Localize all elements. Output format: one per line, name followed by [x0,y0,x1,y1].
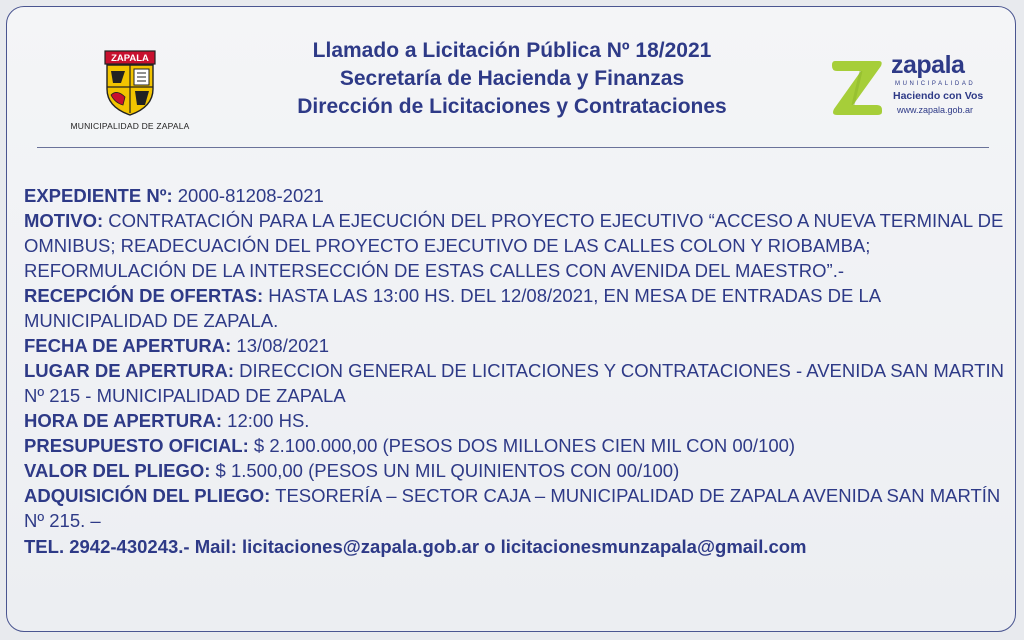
field-motivo [24,208,1004,283]
notice-body [24,183,1004,559]
field-label: EXPEDIENTE Nº: [24,185,173,206]
brand-subtitle: MUNICIPALIDAD [895,81,976,87]
field-hora-apertura [24,408,1004,433]
coat-of-arms-icon [103,49,157,117]
contact-line: TEL. 2942-430243.- Mail: licitaciones@zapala.gob.ar o licitacionesmunzapala@gmail.com [24,536,807,557]
title-line-3: Dirección de Licitaciones y Contrataciones [297,95,727,118]
field-value: 12:00 HS. [227,410,310,431]
field-value: CONTRATACIÓN PARA LA EJECUCIÓN DEL PROYECTO EJECUTIVO “ACCESO A NUEVA TERMINAL DE OMNIBUS; READECUACIÓN DEL PROYECTO EJECUTIVO DE LAS CALLES COLON Y RIOBAMBA; REFORMULACIÓN DE LA INTERSECCIÓN DE ESTAS CALLES CON AVENIDA DEL MAESTRO”.- [24,210,1004,281]
field-recepcion [24,283,1004,333]
field-label: RECEPCIÓN DE OFERTAS: [24,285,264,306]
zapala-brand-logo [829,51,999,125]
title-block [227,37,797,121]
field-lugar-apertura [24,358,1004,408]
field-fecha-apertura [24,333,1004,358]
field-label: FECHA DE APERTURA: [24,335,232,356]
title-line-2: Secretaría de Hacienda y Finanzas [339,67,685,90]
notice-card [6,6,1016,632]
field-value: DIRECCION GENERAL DE LICITACIONES Y CONTRATACIONES - AVENIDA SAN MARTIN Nº 215 - MUNICIPALIDAD DE ZAPALA [24,360,1004,406]
field-label: LUGAR DE APERTURA: [24,360,235,381]
field-label: HORA DE APERTURA: [24,410,223,431]
left-logo-caption: MUNICIPALIDAD DE ZAPALA [70,121,190,131]
field-expediente [24,183,1004,208]
field-label: VALOR DEL PLIEGO: [24,460,211,481]
field-value: 13/08/2021 [236,335,330,356]
field-valor-pliego [24,458,1004,483]
brand-slogan: Haciendo con Vos [893,90,984,102]
z-letter-icon [829,57,885,117]
title-line-1: Llamado a Licitación Pública Nº 18/2021 [312,39,712,62]
field-label: MOTIVO: [24,210,104,231]
field-value: HASTA LAS 13:00 HS. DEL 12/08/2021, EN MESA DE ENTRADAS DE LA MUNICIPALIDAD DE ZAPALA. [24,285,881,331]
field-presupuesto [24,433,1004,458]
header [7,7,1015,147]
field-value: TESORERÍA – SECTOR CAJA – MUNICIPALIDAD DE ZAPALA AVENIDA SAN MARTÍN Nº 215. – [24,485,1001,531]
brand-url: www.zapala.gob.ar [897,105,974,115]
field-label: PRESUPUESTO OFICIAL: [24,435,249,456]
brand-name: zapala [891,51,965,79]
field-value: $ 1.500,00 (PESOS UN MIL QUINIENTOS CON 00/100) [215,460,680,481]
field-value: 2000-81208-2021 [177,185,324,206]
field-adquisicion [24,483,1004,533]
municipality-coat-of-arms [65,49,195,131]
field-value: $ 2.100.000,00 (PESOS DOS MILLONES CIEN MIL CON 00/100) [253,435,796,456]
field-label: ADQUISICIÓN DEL PLIEGO: [24,485,271,506]
header-divider [37,147,989,148]
coat-banner-text: ZAPALA [111,53,149,64]
